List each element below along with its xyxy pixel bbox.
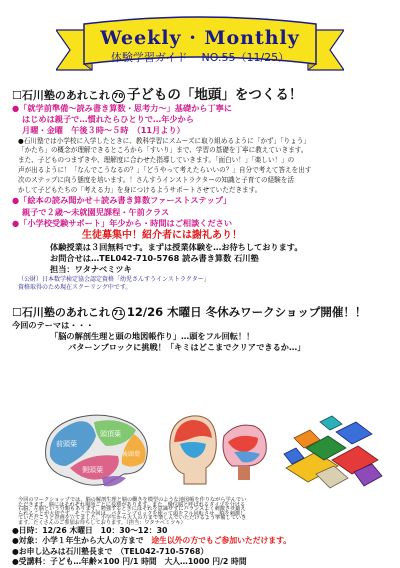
banner-issue: NO.55（11/25） bbox=[201, 51, 290, 64]
info-fee: ●受講料：子ども…年齢×100 円/1 時間 大人…1000 円/2 時間 bbox=[12, 557, 247, 567]
brain-label-frontal: 前頭葉 bbox=[56, 440, 77, 448]
para-line: 右脳、左脳という分類もあります。勉強するときにはそれを意識せずにバランスよく刺激させ鍛え bbox=[18, 506, 246, 513]
head-anatomy-illustration bbox=[162, 408, 274, 494]
section-title: 子どもの「地頭」をつくる！ bbox=[126, 87, 303, 103]
item1-line2: はじめは親子で…慣れたらひとりで…年少から bbox=[22, 114, 194, 125]
info-date: ●日時：12/26 木曜日 10：30～12：30 bbox=[12, 526, 168, 535]
banner-subtitle bbox=[70, 50, 330, 65]
brain-label-occipital: 後頭葉 bbox=[122, 451, 141, 458]
para-line: ただきます。脳にはそれぞれ場所ごとに役割があります。また、優位脳と呼ばれるタイプを分ける bbox=[18, 501, 246, 508]
staff-line: 担当：ワタナベミツキ bbox=[50, 264, 132, 275]
section-title: 12/26 木曜日 冬休みワークショップ開催！！ bbox=[126, 305, 367, 319]
item2-heading: ●「絵本の読み聞かせ＋読み書き算数ファーストステップ」 bbox=[12, 195, 232, 206]
para-line: ます。たくさんのご参加お待ちしております。（担当：ワタナベミツキ） bbox=[18, 519, 186, 526]
para-line: かして子どもたちの「考える力」を身につけるようサポートさせていただきます。 bbox=[18, 185, 262, 194]
item3-heading: ●「小学校受験サポート」年少から・時間はご相談ください bbox=[12, 217, 233, 228]
para-line: 「かたち」の概念が理解できるところから「すいり」まで、学習の基礎を丁寧に教えていきます。 bbox=[18, 146, 308, 155]
brain-label-temporal: 側頭葉 bbox=[82, 466, 103, 474]
trial-note: 体験授業は３回無料です。まずは授業体験を…お待ちしております。 bbox=[50, 242, 303, 252]
brain-label-parietal: 頭頂葉 bbox=[100, 430, 121, 438]
para-line: 今回のワークショップでは、脳の解剖生理と脳の働きを模型のような地図帳を作りながら学んでい bbox=[18, 497, 247, 503]
theme-line-1: 「脳の解剖生理と頭の地図帳作り」…頭をフル回転！！ bbox=[50, 331, 255, 342]
header-banner bbox=[0, 0, 400, 86]
section-70-heading bbox=[12, 88, 392, 103]
section-prefix: ☐石川塾のあれこれ bbox=[12, 89, 110, 102]
workshop-info bbox=[12, 526, 392, 568]
para-line: 声が出るように！「なんでこうなるの？」「どうやって考えたらいいの？」自分で考えて答えを出す bbox=[18, 166, 312, 174]
cert-line-2: 資格取得のため現在スクーリング中です。 bbox=[18, 284, 132, 292]
banner-title: Weekly · Monthly bbox=[100, 27, 300, 49]
banner-guide: 体験学習ガイド bbox=[110, 51, 188, 64]
info-target bbox=[12, 536, 392, 546]
para-line: 次のステップに向う態度を培います。！さんすうインストラクターの知識と子育ての経験を活 bbox=[18, 175, 294, 184]
contact-line: お問合せは…TEL042-710-5768 読み書き算数 石川塾 bbox=[50, 253, 259, 264]
para-line: られることが大切です。そこで今回は、パターンブロックを使って頭をフル回転させ、脳を刺激し bbox=[18, 510, 246, 517]
target-note: 途生以外の方でもご参加いただけます。 bbox=[151, 536, 292, 546]
info-apply: ●お申し込みは石川塾長まで （TEL042-710-5768） bbox=[12, 546, 209, 556]
number-badge: 71 bbox=[112, 307, 125, 320]
target-text: ●対象：小学１年生から大人の方まで bbox=[12, 536, 144, 546]
theme-line-2: パターンブロックに挑戦！「キミはどこまでクリアできるか…」 bbox=[68, 342, 306, 353]
item2-sub: 親子で２歳～未就園児課程・午前クラス bbox=[22, 206, 170, 217]
section-71-heading bbox=[12, 305, 392, 320]
theme-intro: 今回のテーマは・・・ bbox=[12, 320, 94, 330]
item1-schedule: 月曜・金曜 午後３時～５時 （11月より） bbox=[22, 125, 185, 136]
number-badge: 70 bbox=[112, 90, 125, 103]
para-line: また、子どものつまずきや、理解度に合わせた指導していきます。「面白い！」「楽しい！」の bbox=[18, 156, 295, 165]
section-70 bbox=[12, 88, 392, 293]
brain-map-illustration bbox=[36, 408, 156, 494]
para-line: ●石川塾では小学校に入学したときに、教科学習にスムーズに取り組めるように「かず」「りょう」 bbox=[18, 136, 310, 145]
item1-paragraph bbox=[12, 137, 392, 196]
para-line: ていただこうと企画を立てました。小学生から大人の方まで楽しんでいただけるよう準備していき bbox=[18, 515, 247, 522]
pattern-blocks-illustration bbox=[276, 408, 388, 494]
recruit-banner: 生徒募集中！紹介者には謝礼あり！ bbox=[82, 230, 242, 241]
section-71 bbox=[12, 305, 392, 354]
item1-heading: ●「就学前準備～読み書き算数・思考力～」基礎から丁寧に bbox=[12, 103, 233, 113]
cert-line-1: （公財）日本数学検定協会認定資格「幼児さんすうインストラクター」 bbox=[18, 275, 210, 283]
section-prefix: ☐石川塾のあれこれ bbox=[12, 306, 110, 319]
